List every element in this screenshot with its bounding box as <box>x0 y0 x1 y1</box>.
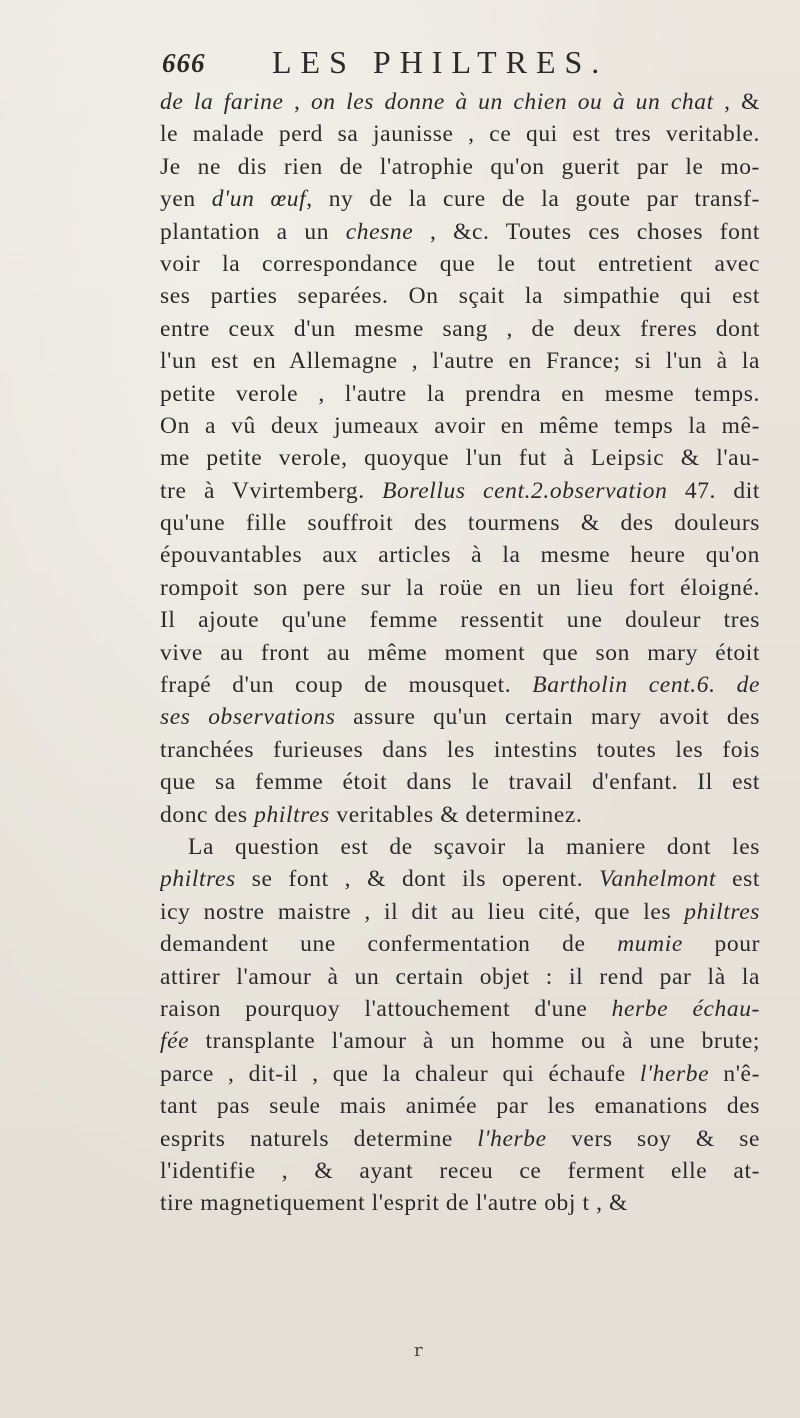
italic-segment: Vanhelmont <box>599 866 717 893</box>
text-line <box>160 475 760 507</box>
text-line <box>160 313 760 345</box>
italic-segment: d'un œuf <box>211 186 307 213</box>
text-segment: que sa femme étoit dans le travail d'enfant. Il est <box>160 769 760 796</box>
page-header <box>162 44 722 88</box>
text-line <box>160 701 760 733</box>
text-line <box>160 1187 760 1219</box>
text-segment: , &c. Toutes ces choses font <box>413 218 760 245</box>
italic-segment: Bartholin cent.6. de <box>532 672 760 699</box>
italic-segment: chesne <box>345 218 414 245</box>
text-segment: frapé d'un coup de mousquet. <box>160 672 533 699</box>
text-segment: yen <box>160 186 212 213</box>
text-segment: transplante l'amour à un homme ou à une brute; <box>189 1028 760 1055</box>
italic-segment: de la farine <box>160 89 284 115</box>
text-line <box>160 799 760 831</box>
text-segment: le malade perd sa jaunisse , ce qui est tres veritable. <box>160 121 760 148</box>
text-segment: vers soy & se <box>546 1125 760 1152</box>
text-line <box>160 378 760 410</box>
text-segment: , & <box>713 89 760 115</box>
text-segment: tant pas seule mais animée par les emanations des <box>160 1093 760 1120</box>
text-segment: 47. dit <box>667 477 760 504</box>
text-line <box>160 734 760 766</box>
text-segment: attirer l'amour à un certain objet : il rend par là la <box>160 963 760 990</box>
text-segment: entre ceux d'un mesme sang , de deux freres dont <box>160 315 760 342</box>
text-line <box>160 442 760 474</box>
text-segment: est <box>716 866 760 893</box>
running-head: LES PHILTRES. <box>272 44 609 80</box>
text-segment: plantation a un <box>160 218 346 245</box>
text-segment: raison pourquoy l'attouchement d'une <box>160 995 612 1022</box>
text-line <box>160 86 760 118</box>
text-segment: n'ê- <box>709 1060 760 1087</box>
text-segment: tre à Vvirtemberg. <box>160 477 383 504</box>
text-line <box>160 345 760 377</box>
page-number: 666 <box>162 48 206 78</box>
text-line <box>160 248 760 280</box>
text-line <box>160 507 760 539</box>
text-segment: icy nostre maistre , il dit au lieu cité, que les <box>160 898 685 925</box>
italic-segment: ses observations <box>160 704 336 731</box>
text-segment: pour <box>682 931 760 958</box>
text-line <box>160 183 760 215</box>
text-line <box>160 216 760 248</box>
italic-segment: l'herbe <box>477 1125 547 1152</box>
italic-segment: philtres <box>254 801 330 828</box>
text-segment: l'identifie , & ayant receu ce ferment elle at- <box>160 1157 760 1184</box>
text-line <box>160 993 760 1025</box>
text-segment: l'un est en Allemagne , l'autre en France; si l'un à la <box>160 348 760 375</box>
text-segment: vive au front au même moment que son mary étoit <box>160 639 760 666</box>
text-line <box>160 1090 760 1122</box>
text-line <box>160 1058 760 1090</box>
text-segment: veritables & determinez. <box>329 801 583 828</box>
italic-segment: Borellus cent.2.observation <box>382 477 668 504</box>
text-segment: assure qu'un certain mary avoit des <box>335 704 760 731</box>
text-segment: , ny de la cure de la goute par transf- <box>306 186 760 213</box>
italic-segment: herbe échau- <box>611 995 760 1022</box>
text-segment: me petite verole, quoyque l'un fut à Leipsic & l'au- <box>160 445 760 472</box>
body-text <box>160 86 760 1220</box>
text-segment: qu'une fille souffroit des tourmens & des douleurs <box>160 510 760 537</box>
text-segment: voir la correspondance que le tout entretient avec <box>160 250 760 277</box>
text-segment: se font , & dont ils operent. <box>235 866 600 893</box>
text-line <box>160 280 760 312</box>
italic-segment: l'herbe <box>639 1060 710 1087</box>
italic-segment: on les donne à un chien ou à un chat <box>310 89 714 115</box>
text-segment: La question est de sçavoir la maniere dont les <box>188 833 760 860</box>
text-line <box>160 151 760 183</box>
text-line <box>160 637 760 669</box>
text-segment: , <box>283 89 311 115</box>
italic-segment: philtres <box>160 866 236 893</box>
text-segment: tire magnetiquement l'esprit de l'autre obj t , & <box>160 1190 628 1217</box>
stray-mark: r <box>414 1340 423 1361</box>
italic-segment: fée <box>160 1028 190 1055</box>
text-line <box>160 766 760 798</box>
text-segment: Je ne dis rien de l'atrophie qu'on guerit par le mo- <box>160 153 760 180</box>
text-segment: petite verole , l'autre la prendra en mesme temps. <box>160 380 760 407</box>
text-segment: esprits naturels determine <box>160 1125 478 1152</box>
text-segment: tranchées furieuses dans les intestins toutes les fois <box>160 736 760 763</box>
text-segment: ses parties separées. On sçait la simpathie qui est <box>160 283 760 310</box>
text-line <box>160 1123 760 1155</box>
text-segment: rompoit son pere sur la roüe en un lieu fort éloigné. <box>160 574 760 601</box>
text-line <box>160 118 760 150</box>
text-segment: épouvantables aux articles à la mesme heure qu'on <box>160 542 760 569</box>
text-line <box>160 863 760 895</box>
text-line <box>160 410 760 442</box>
text-line <box>160 961 760 993</box>
text-segment: parce , dit-il , que la chaleur qui échaufe <box>160 1060 640 1087</box>
text-line <box>160 669 760 701</box>
text-segment: On a vû deux jumeaux avoir en même temps la mê- <box>160 412 760 439</box>
text-segment: donc des <box>160 801 255 828</box>
text-line <box>160 572 760 604</box>
text-segment: Il ajoute qu'une femme ressentit une douleur tres <box>160 607 760 634</box>
text-line <box>160 539 760 571</box>
text-line <box>160 604 760 636</box>
italic-segment: philtres <box>684 898 760 925</box>
italic-segment: mumie <box>617 931 683 958</box>
text-line <box>160 1155 760 1187</box>
text-segment: demandent une confermentation de <box>160 931 618 958</box>
text-line <box>160 896 760 928</box>
text-line <box>160 831 760 863</box>
text-line <box>160 1025 760 1057</box>
text-line <box>160 928 760 960</box>
